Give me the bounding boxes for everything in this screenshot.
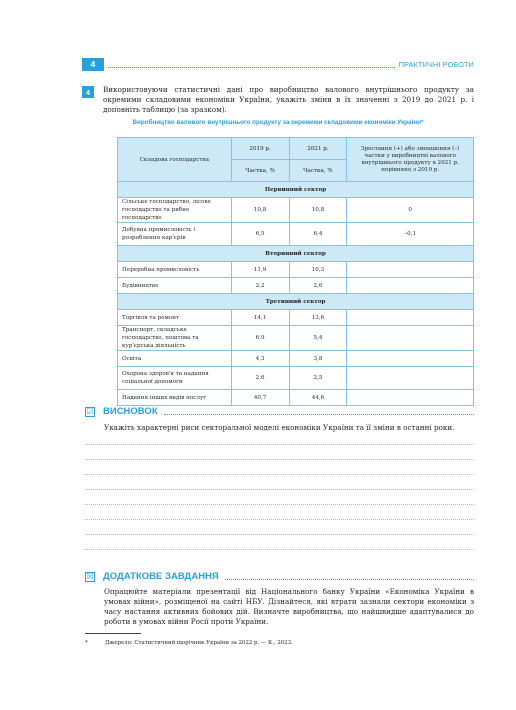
row-label: Освіта [118, 351, 232, 367]
change-cell[interactable] [347, 390, 474, 406]
row-label: Торгівля та ремонт [118, 310, 232, 326]
footnote-rule [85, 633, 141, 634]
change-cell[interactable] [347, 351, 474, 367]
value-2019: 2,6 [231, 367, 289, 390]
value-2021: 3,8 [289, 351, 347, 367]
header-component: Складова господарства [118, 138, 232, 182]
change-cell[interactable] [347, 326, 474, 351]
answer-line[interactable] [85, 519, 474, 520]
page-number: 4 [82, 58, 104, 71]
change-cell[interactable] [347, 310, 474, 326]
value-2021: 2,5 [289, 367, 347, 390]
checkbox-cross-icon: ☒ [86, 571, 94, 581]
value-2019: 2,2 [231, 278, 289, 294]
header-share-2021: Частка, % [289, 160, 347, 182]
task-number-badge: 4 [82, 86, 94, 98]
conclusion-heading [85, 406, 474, 417]
change-cell[interactable]: –0,1 [347, 223, 474, 246]
value-2019: 10,8 [231, 198, 289, 223]
change-cell[interactable] [347, 278, 474, 294]
header-change: Зростання (+) або зменшення (–) частки у виробництві валового внутрішнього продукту в 2021 р. порівняно з 2019 р. [347, 138, 474, 182]
row-label: Добувна промисловість і розроблення кар'єрів [118, 223, 232, 246]
task-instructions: Використовуючи статистичні дані про виробництво валового внутрішнього продукту за окремими складовими економіки України, укажіть зміни в їх значенні з 2019 до 2021 р. і доповніть таблицю (за зразком). [103, 85, 474, 114]
gdp-table [117, 137, 474, 406]
value-2019: 11,9 [231, 262, 289, 278]
change-cell[interactable]: 0 [347, 198, 474, 223]
page-header [82, 57, 474, 71]
answer-line[interactable] [85, 534, 474, 535]
value-2021: 5,4 [289, 326, 347, 351]
answer-line[interactable] [85, 549, 474, 550]
heading-dotted-rule [225, 573, 474, 580]
answer-line[interactable] [85, 444, 474, 445]
checkbox-checked-icon: ☑ [86, 406, 94, 416]
answer-line[interactable] [85, 459, 474, 460]
conclusion-title: ВИСНОВОК [103, 406, 158, 417]
answer-line[interactable] [85, 489, 474, 490]
change-cell[interactable] [347, 262, 474, 278]
header-share-2019: Частка, % [231, 160, 289, 182]
change-cell[interactable] [347, 367, 474, 390]
header-year-2019: 2019 р. [231, 138, 289, 160]
value-2021: 10,8 [289, 198, 347, 223]
value-2021: 10,3 [289, 262, 347, 278]
footnote [85, 640, 474, 646]
header-dotted-rule [108, 61, 395, 68]
footnote-text: Джерело: Статистичний щорічник України за 2022 р. — К., 2023. [105, 640, 293, 646]
value-2019: 4,3 [231, 351, 289, 367]
conclusion-text: Укажіть характерні риси секторальної моделі економіки України та її зміни в останні роки. [104, 423, 455, 432]
table-title: Виробництво валового внутрішнього продукту за окремими складовими економіки України* [132, 119, 424, 126]
header-year-2021: 2021 р. [289, 138, 347, 160]
value-2021: 13,6 [289, 310, 347, 326]
row-label: Сільське господарство, лісове господарство та рибне господарство [118, 198, 232, 223]
value-2021: 2,6 [289, 278, 347, 294]
footnote-mark: * [85, 640, 88, 646]
task-block [82, 85, 474, 115]
value-2021: 44,6 [289, 390, 347, 406]
value-2019: 40,7 [231, 390, 289, 406]
section-row: Третинний сектор [118, 294, 474, 310]
row-label: Переробна промисловість [118, 262, 232, 278]
row-label: Надання інших видів послуг [118, 390, 232, 406]
answer-line[interactable] [85, 474, 474, 475]
extra-task-heading [85, 571, 474, 582]
section-row: Первинний сектор [118, 182, 474, 198]
section-row: Вторинний сектор [118, 246, 474, 262]
value-2019: 6,9 [231, 326, 289, 351]
row-label: Транспорт, складське господарство, поштова та кур'єрська діяльність [118, 326, 232, 351]
running-section-title: ПРАКТИЧНІ РОБОТИ [398, 59, 474, 69]
answer-line[interactable] [85, 504, 474, 505]
heading-dotted-rule [164, 408, 474, 415]
extra-task-title: ДОДАТКОВЕ ЗАВДАННЯ [103, 571, 219, 582]
row-label: Будівництво [118, 278, 232, 294]
value-2021: 6,4 [289, 223, 347, 246]
extra-task-text: Опрацюйте матеріали презентації від Національного банку України «Економіка України в умовах війни», розміщеної на сайті НБУ. Дізнайтеся, які втрати зазнали сектори економіки з часу настання активних бойових дій. Визначте виробництва, що найшвидше адаптувалися до роботи в умовах війни Росії проти України. [104, 587, 474, 626]
value-2019: 14,1 [231, 310, 289, 326]
row-label: Охорона здоров'я та надання соціальної допомоги [118, 367, 232, 390]
value-2019: 6,5 [231, 223, 289, 246]
